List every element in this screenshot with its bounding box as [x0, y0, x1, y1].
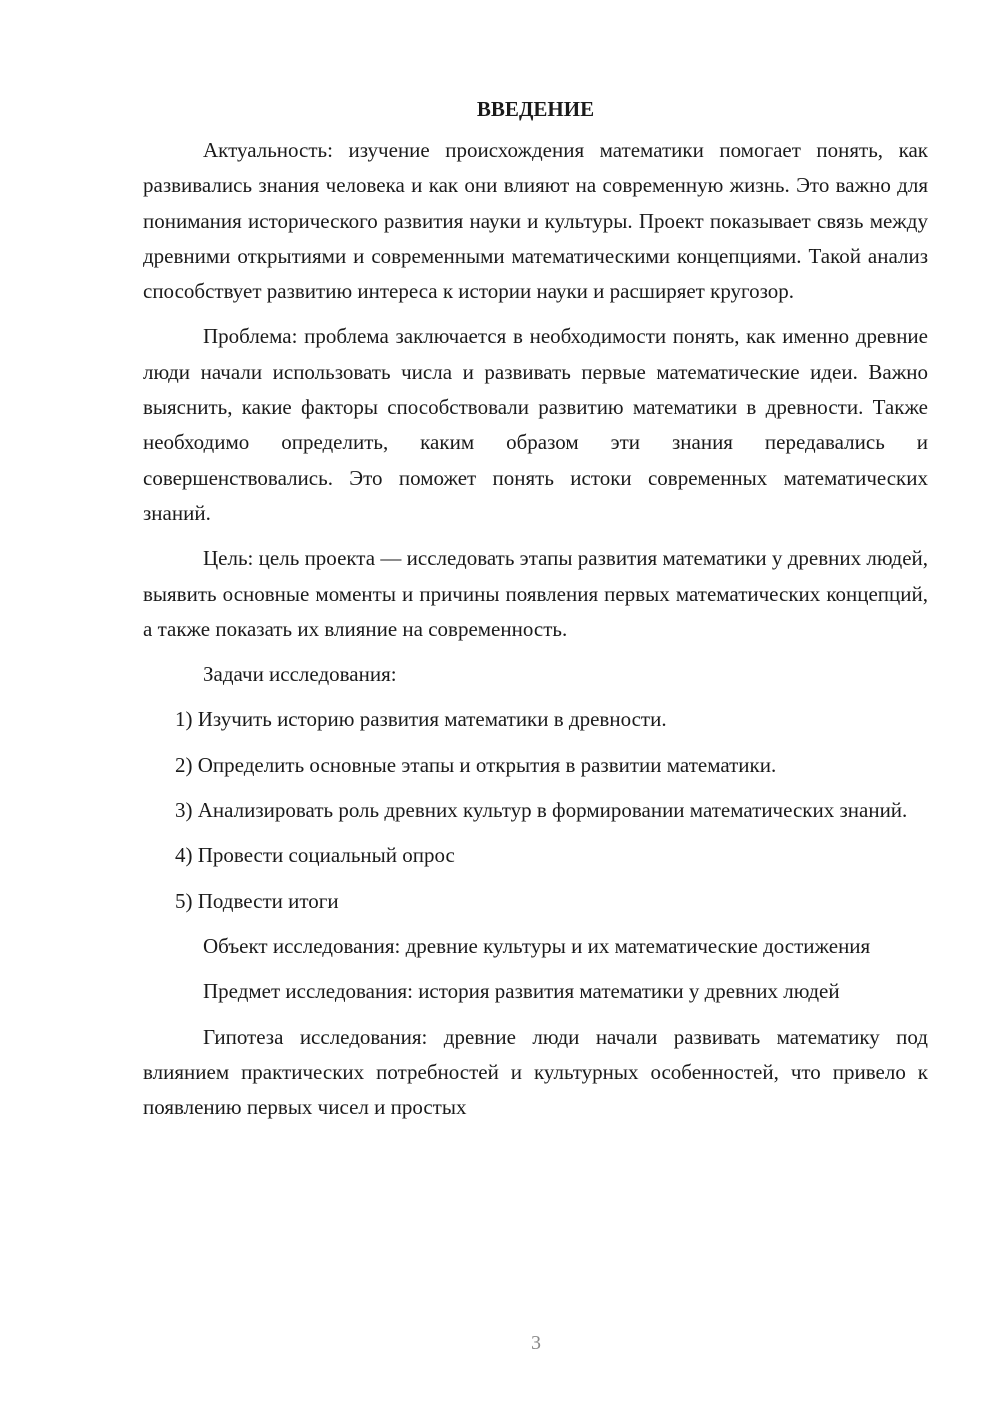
task-item-4: 4) Провести социальный опрос [175, 843, 455, 868]
paragraph-relevance: Актуальность: изучение происхождения математики помогает понять, как развивались знания человека и как они влияют на современную жизнь. Это важно для понимания исторического развития науки и культуры. Проект показывает связь между древними открытиями и современными математическими концепциями. Такой анализ способствует развитию интереса к истории науки и расширяет кругозор. [143, 138, 928, 304]
paragraph-hypothesis: Гипотеза исследования: древние люди начали развивать математику под влиянием практических потребностей и культурных особенностей, что привело к появлению первых чисел и простых [143, 1024, 928, 1120]
document-page [143, 92, 928, 1135]
paragraph-goal: Цель: цель проекта — исследовать этапы развития математики у древних людей, выявить основные моменты и причины появления первых математических концепций, а также показать их влияние на современность. [143, 546, 928, 641]
page-number: 3 [531, 1332, 541, 1354]
paragraph-subject: Предмет исследования: история развития математики у древних людей [203, 979, 840, 1004]
task-item-3: 3) Анализировать роль древних культур в формировании математических знаний. [175, 798, 908, 823]
tasks-heading: Задачи исследования: [203, 662, 397, 687]
task-item-5: 5) Подвести итоги [175, 888, 339, 913]
paragraph-object: Объект исследования: древние культуры и их математические достижения [203, 933, 871, 958]
task-item-1: 1) Изучить историю развития математики в древности. [175, 707, 667, 732]
task-item-2: 2) Определить основные этапы и открытия в развитии математики. [175, 752, 777, 777]
section-title: ВВЕДЕНИЕ [476, 97, 595, 121]
paragraph-problem: Проблема: проблема заключается в необходимости понять, как именно древние люди начали использовать числа и развивать первые математические идеи. Важно выяснить, какие факторы способствовали развитию математики в древности. Также необходимо определить, каким образом эти знания передавались и совершенствовались. Это поможет понять истоки современных математических знаний. [143, 324, 928, 525]
